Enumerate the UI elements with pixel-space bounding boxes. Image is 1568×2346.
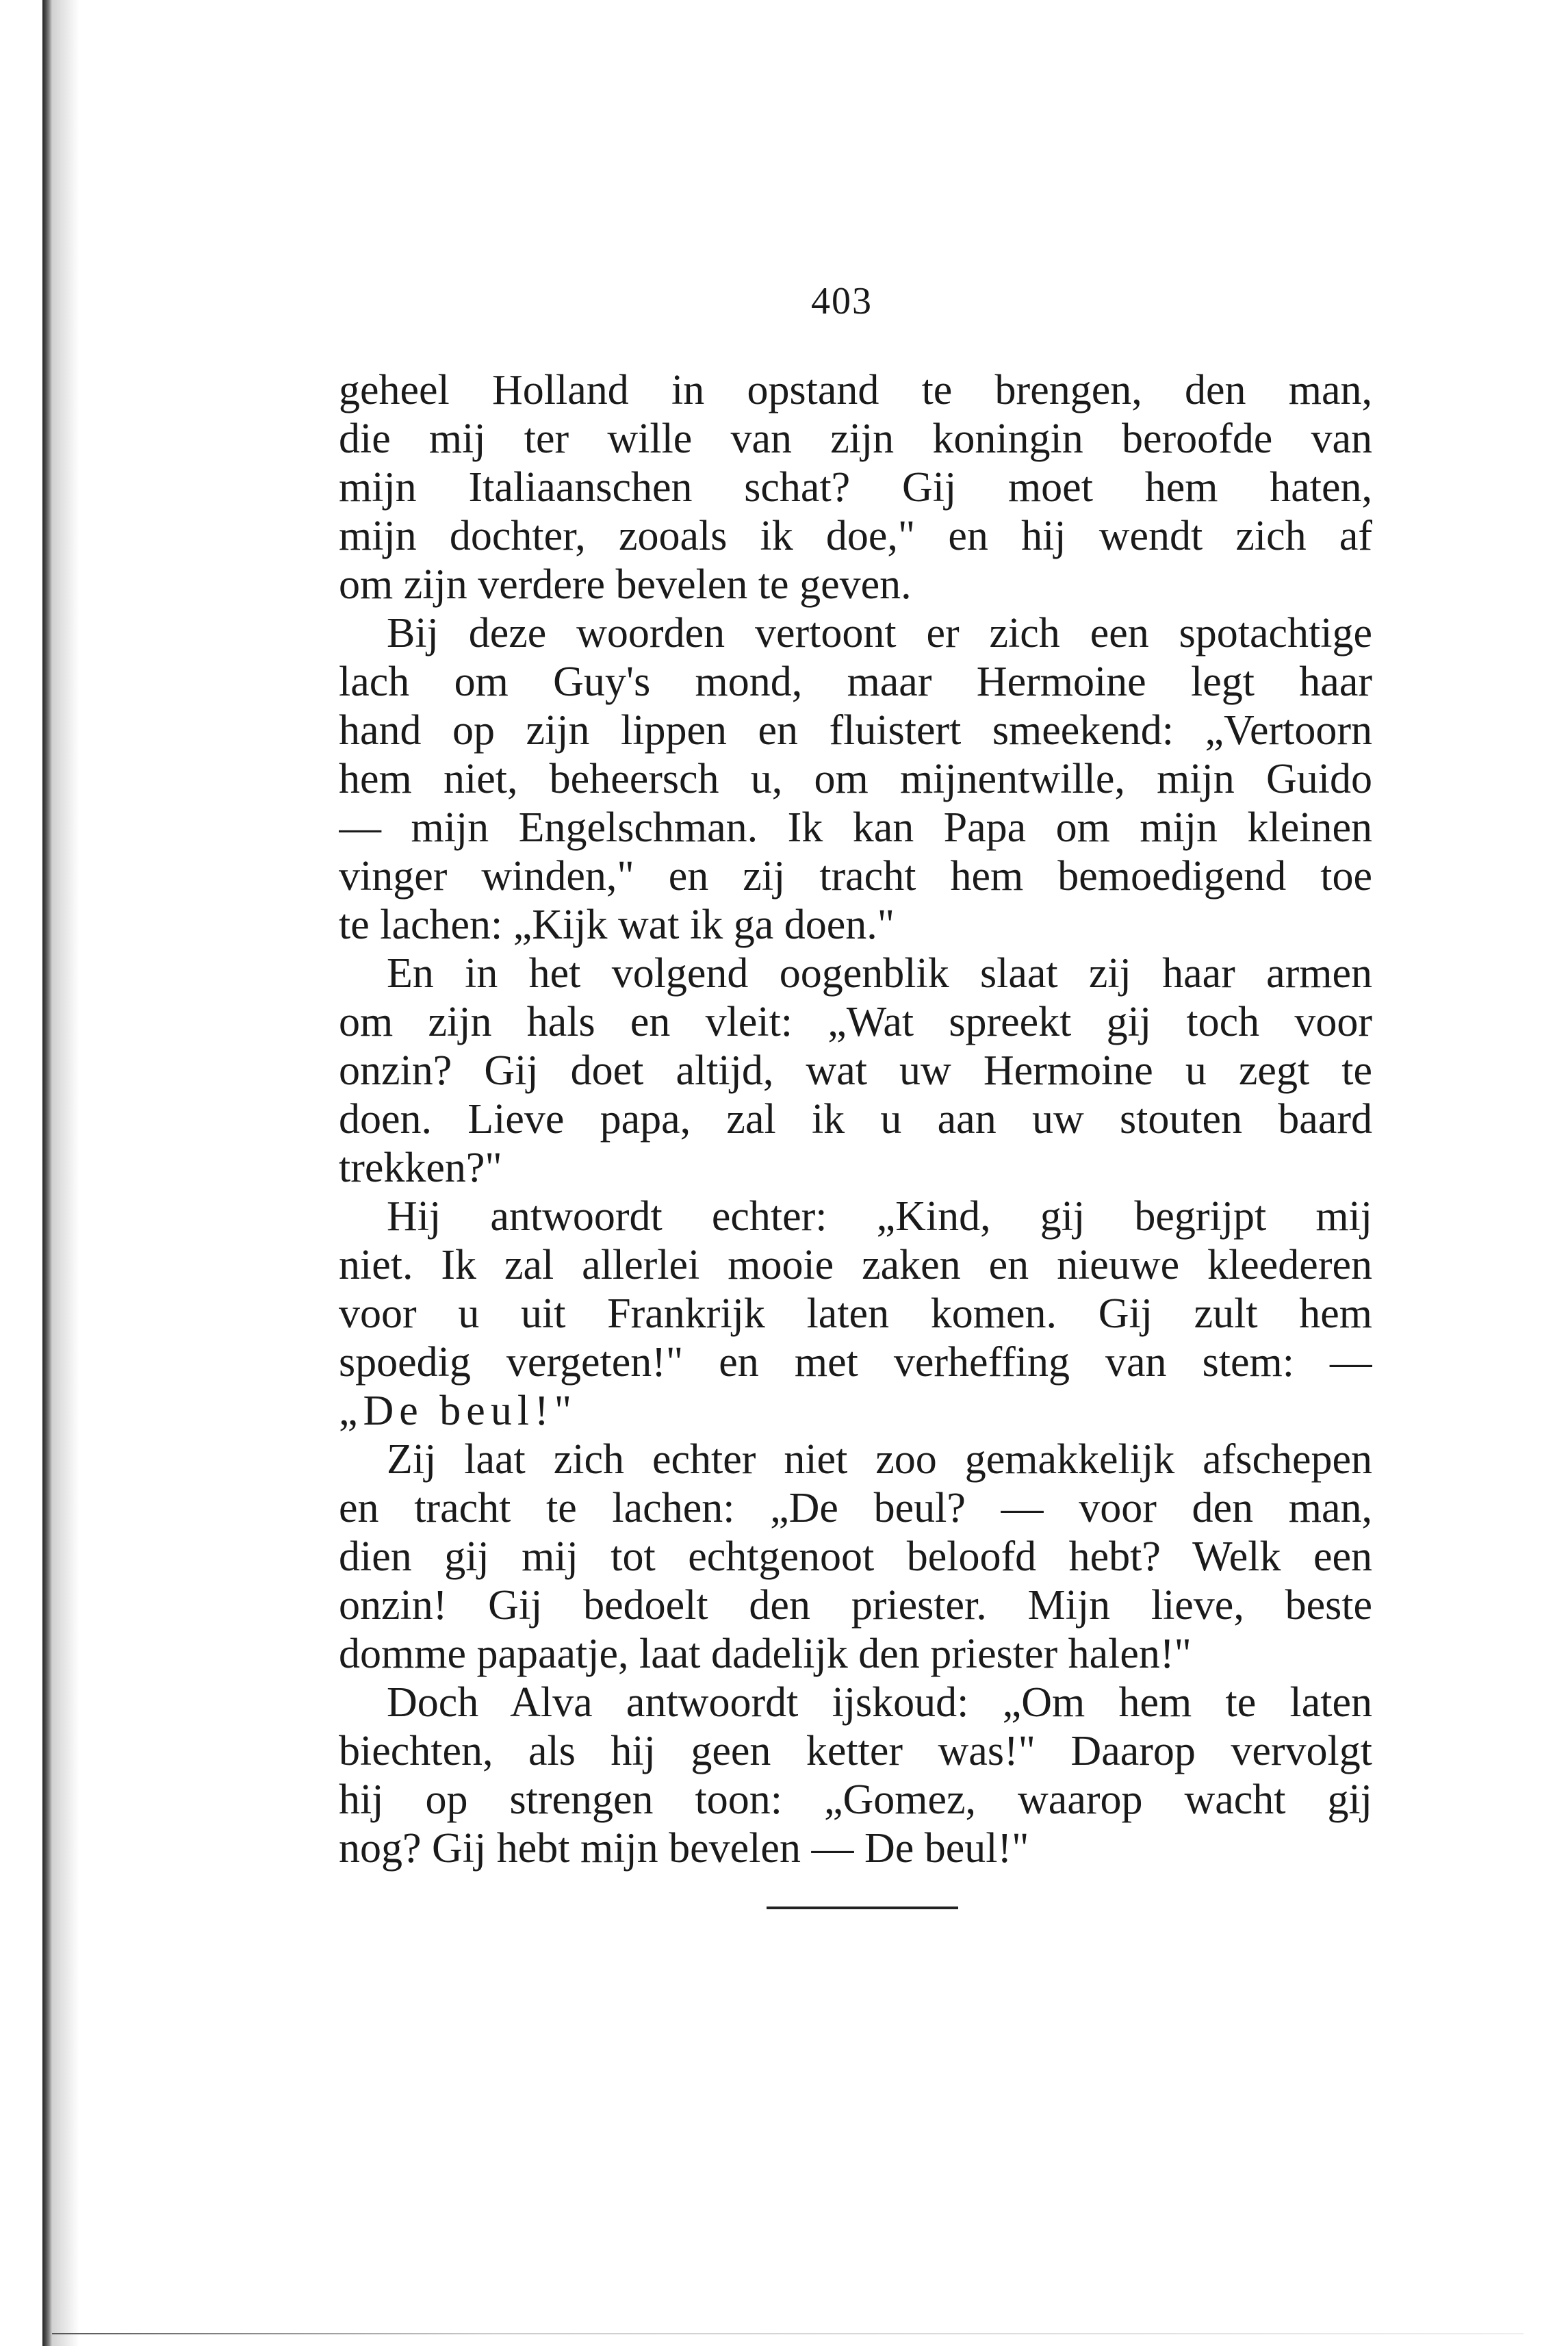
text-line: „De beul!"	[339, 1388, 578, 1434]
text-line: hem niet, beheersch u, om mijnentwille, mijn Guido	[339, 756, 1372, 802]
book-spine-edge	[42, 0, 52, 2346]
page-number: 403	[811, 280, 873, 322]
text-line: doen. Lieve papa, zal ik u aan uw stouten baard	[339, 1096, 1372, 1143]
text-line: mijn dochter, zooals ik doe," en hij wendt zich af	[339, 513, 1372, 559]
text-line: domme papaatje, laat dadelijk den priester halen!"	[339, 1631, 1192, 1677]
body-text	[339, 366, 1372, 1873]
paragraph	[339, 1193, 1372, 1436]
paragraph	[339, 366, 1372, 609]
text-line: nog? Gij hebt mijn bevelen — De beul!"	[339, 1825, 1029, 1872]
text-line: hij op strengen toon: „Gomez, waarop wacht gij	[339, 1776, 1372, 1823]
text-line: hand op zijn lippen en fluistert smeekend: „Vertoorn	[339, 707, 1372, 754]
text-line: en tracht te lachen: „De beul? — voor den man,	[339, 1485, 1372, 1531]
text-line: mijn Italiaanschen schat? Gij moet hem haten,	[339, 464, 1372, 511]
paragraph	[339, 1679, 1372, 1873]
text-line: dien gij mij tot echtgenoot beloofd hebt? Welk een	[339, 1533, 1372, 1580]
page-bottom-edge	[52, 2333, 1524, 2334]
paragraph	[339, 1436, 1372, 1679]
text-line: Hij antwoordt echter: „Kind, gij begrijpt mij	[387, 1193, 1372, 1240]
paragraph	[339, 949, 1372, 1193]
text-line: niet. Ik zal allerlei mooie zaken en nieuwe kleederen	[339, 1242, 1372, 1288]
text-line: biechten, als hij geen ketter was!" Daarop vervolgt	[339, 1728, 1372, 1774]
text-line: — mijn Engelschman. Ik kan Papa om mijn kleinen	[339, 804, 1372, 851]
text-line: Bij deze woorden vertoont er zich een spotachtige	[387, 610, 1372, 656]
text-line: om zijn verdere bevelen te geven.	[339, 561, 912, 608]
text-line: die mij ter wille van zijn koningin beroofde van	[339, 416, 1372, 462]
text-line: te lachen: „Kijk wat ik ga doen."	[339, 902, 895, 948]
section-end-rule	[767, 1907, 958, 1909]
paragraph	[339, 609, 1372, 949]
gutter-shadow	[52, 0, 79, 2346]
text-line: En in het volgend oogenblik slaat zij haar armen	[387, 950, 1372, 997]
text-line: onzin? Gij doet altijd, wat uw Hermoine u zegt te	[339, 1047, 1372, 1094]
text-line: spoedig vergeten!" en met verheffing van stem: —	[339, 1339, 1372, 1386]
text-line: geheel Holland in opstand te brengen, den man,	[339, 367, 1372, 413]
text-line: voor u uit Frankrijk laten komen. Gij zult hem	[339, 1290, 1372, 1337]
text-line: Zij laat zich echter niet zoo gemakkelijk afschepen	[387, 1436, 1372, 1483]
text-line: trekken?"	[339, 1145, 502, 1191]
text-line: onzin! Gij bedoelt den priester. Mijn lieve, beste	[339, 1582, 1372, 1629]
text-line: vinger winden," en zij tracht hem bemoedigend toe	[339, 853, 1372, 900]
text-line: lach om Guy's mond, maar Hermoine legt haar	[339, 659, 1372, 705]
text-line: om zijn hals en vleit: „Wat spreekt gij toch voor	[339, 999, 1372, 1045]
text-line: Doch Alva antwoordt ijskoud: „Om hem te laten	[387, 1679, 1372, 1726]
